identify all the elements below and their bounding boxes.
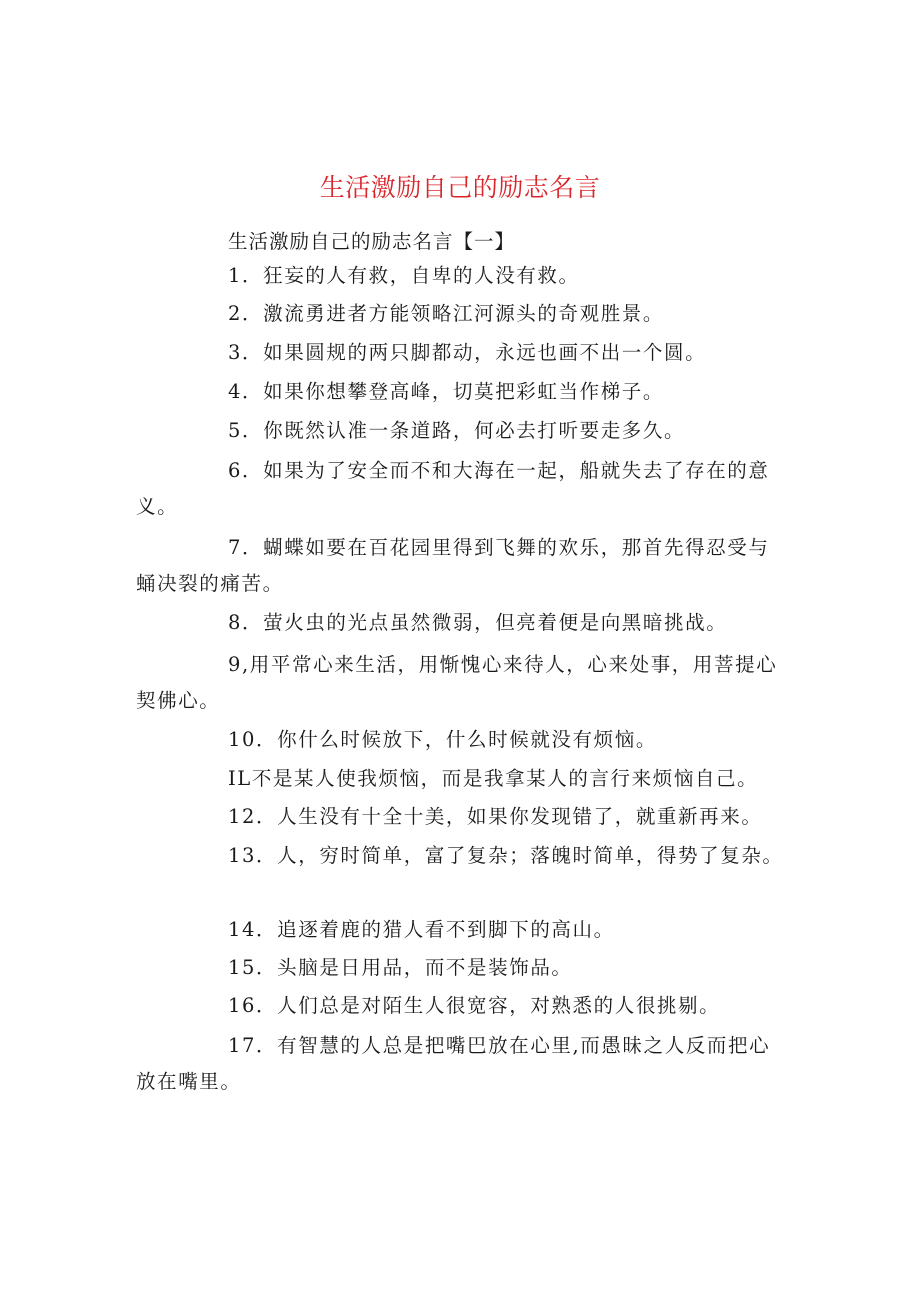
quote-item: 10．你什么时候放下，什么时候就没有烦恼。 <box>228 728 657 751</box>
quote-item: 3．如果圆规的两只脚都动，永远也画不出一个圆。 <box>228 341 707 364</box>
quote-item: 7．蝴蝶如要在百花园里得到飞舞的欢乐，那首先得忍受与蛹决裂的痛苦。 <box>136 536 770 595</box>
quote-item: 9,用平常心来生活，用惭愧心来待人，心来处事，用菩提心契佛心。 <box>136 653 778 712</box>
quote-item: 1．狂妄的人有救，自卑的人没有救。 <box>228 264 580 287</box>
quote-item: 2．激流勇进者方能领略江河源头的奇观胜景。 <box>228 302 665 325</box>
quote-item: 12．人生没有十全十美，如果你发现错了，就重新再来。 <box>228 805 763 828</box>
quote-item: 13．人，穷时简单，富了复杂；落魄时简单，得势了复杂。 <box>228 844 784 867</box>
quote-item: 16．人们总是对陌生人很宽容，对熟悉的人很挑剔。 <box>228 994 721 1017</box>
quote-item: 15．头脑是日用品，而不是装饰品。 <box>228 956 573 979</box>
quote-item: IL不是某人使我烦恼，而是我拿某人的言行来烦恼自己。 <box>228 767 759 790</box>
quote-item: 14．追逐着鹿的猎人看不到脚下的高山。 <box>228 918 615 941</box>
quote-item: 4．如果你想攀登高峰，切莫把彩虹当作梯子。 <box>228 380 665 403</box>
quote-item: 5．你既然认准一条道路，何必去打听要走多久。 <box>228 419 686 442</box>
quote-item: 17．有智慧的人总是把嘴巴放在心里,而愚昧之人反而把心放在嘴里。 <box>136 1034 771 1093</box>
quote-item: 6．如果为了安全而不和大海在一起，船就失去了存在的意义。 <box>136 459 770 518</box>
section-heading: 生活激励自己的励志名言【一】 <box>228 230 516 253</box>
quote-item: 8．萤火虫的光点虽然微弱，但亮着便是向黑暗挑战。 <box>228 611 728 634</box>
document-title: 生活激励自己的励志名言 <box>319 173 601 202</box>
